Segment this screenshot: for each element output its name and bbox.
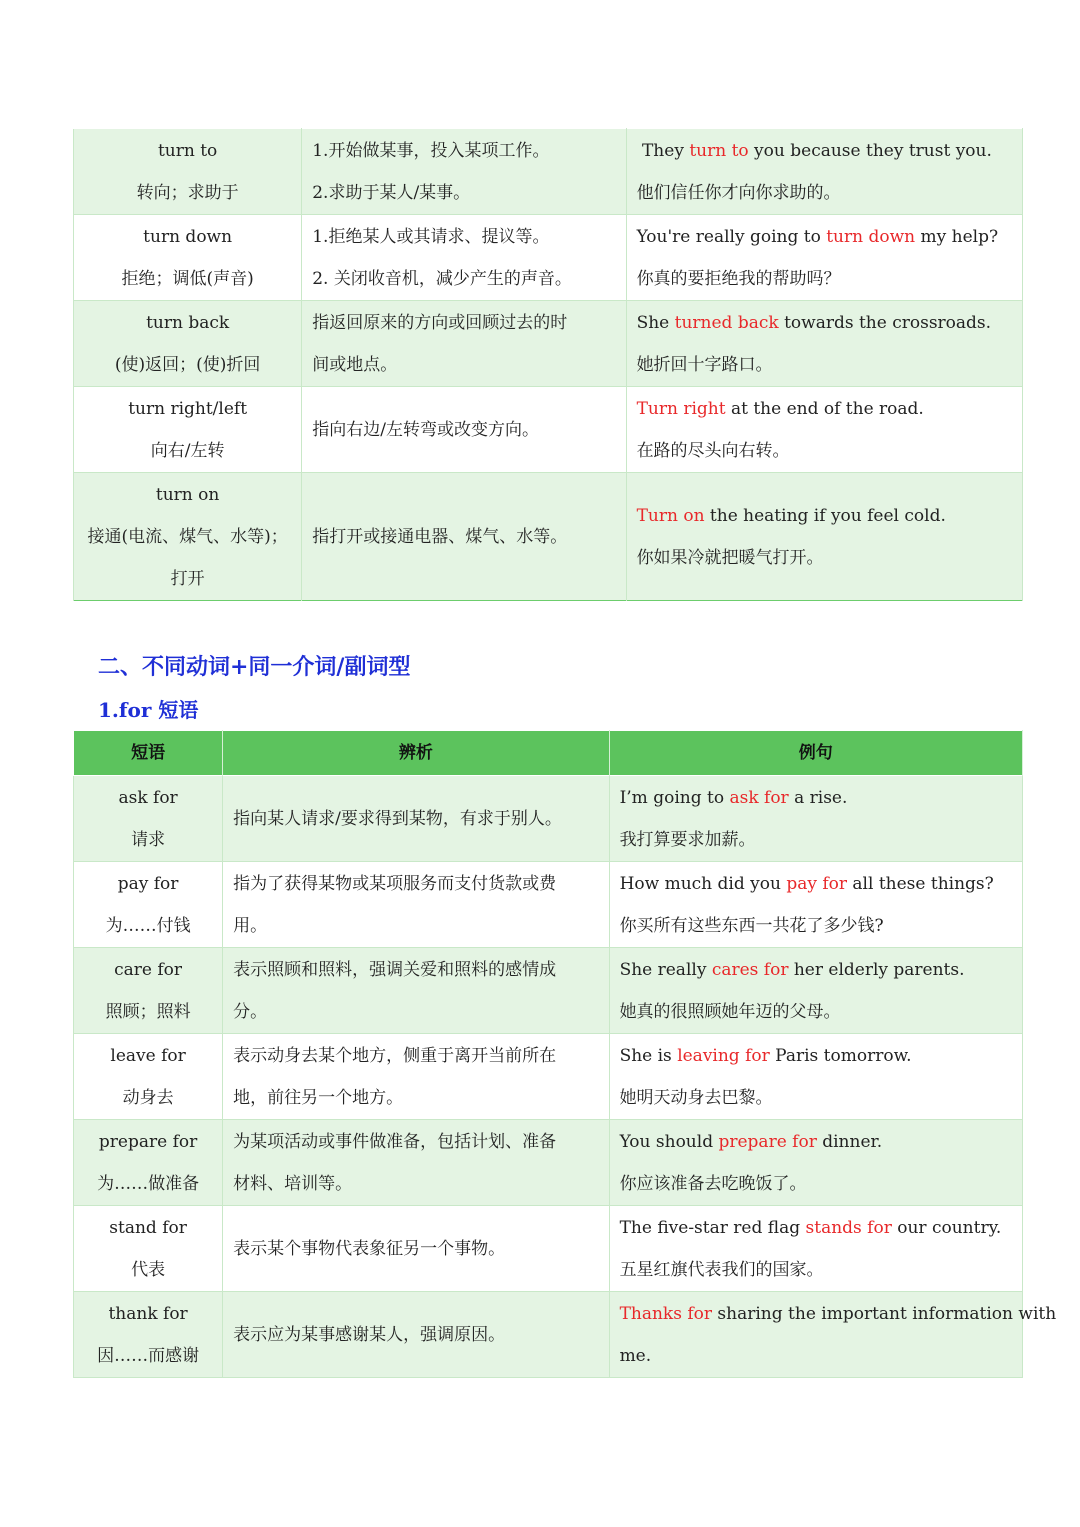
phrase-cell (74, 301, 302, 387)
phrase-cell (74, 862, 223, 948)
example-cn: 你真的要拒绝我的帮助吗？ (636, 268, 841, 289)
table-row (74, 1292, 1023, 1378)
phrase-cell (74, 473, 302, 601)
phrase-meaning: 照顾；照料 (105, 1001, 191, 1022)
phrase-text: turn right/left (128, 398, 248, 419)
example-pre: You should (619, 1131, 719, 1152)
example-post: Paris tomorrow. (769, 1045, 912, 1066)
analysis-cell (223, 776, 609, 862)
analysis-cell (302, 215, 626, 301)
analysis-line: 地，前往另一个地方。 (233, 1087, 404, 1108)
analysis-line: 1.开始做某事，投入某项工作。 (312, 140, 550, 161)
phrase-text: ask for (118, 787, 178, 808)
example-post: towards the crossroads. (778, 312, 992, 333)
table-row (74, 301, 1023, 387)
phrase-text: care for (114, 959, 183, 980)
example-cn: 五星红旗代表我们的国家。 (619, 1259, 824, 1280)
phrase-text: turn on (155, 484, 220, 505)
example-highlight: leaving for (677, 1045, 770, 1066)
header-analysis: 辨析 (223, 731, 609, 776)
phrase-text: turn to (157, 140, 218, 161)
example-post: her elderly parents. (788, 959, 965, 980)
analysis-line: 表示应为某事感谢某人，强调原因。 (233, 1324, 506, 1345)
example-pre: You're really going to (636, 226, 827, 247)
example-en (637, 388, 1012, 430)
example-cn: me. (619, 1345, 652, 1366)
analysis-cell (223, 948, 609, 1034)
example-cn: 你应该准备去吃晚饭了。 (619, 1173, 807, 1194)
example-pre: She is (619, 1045, 678, 1066)
example-pre: I’m going to (619, 787, 730, 808)
example-en (620, 777, 1012, 819)
table-row (74, 387, 1023, 473)
example-cn: 你买所有这些东西一共花了多少钱? (619, 915, 884, 936)
analysis-line: 指返回原来的方向或回顾过去的时 (312, 312, 568, 333)
analysis-cell (223, 1034, 609, 1120)
table-row (74, 862, 1023, 948)
phrase-meaning: 代表 (131, 1259, 166, 1280)
example-pre: The five-star red flag (619, 1217, 806, 1238)
example-en (620, 863, 1012, 905)
analysis-line: 指向某人请求/要求得到某物，有求于别人。 (233, 808, 562, 829)
phrase-meaning: 拒绝；调低(声音) (121, 268, 254, 289)
header-phrase: 短语 (74, 731, 223, 776)
phrase-cell (74, 387, 302, 473)
example-highlight: Turn on (636, 505, 705, 526)
example-cell (609, 862, 1022, 948)
phrase-meaning: 为……付钱 (105, 915, 191, 936)
phrase-text: leave for (110, 1045, 186, 1066)
example-en (619, 1293, 1057, 1335)
turn-phrases-table (73, 128, 1023, 601)
phrase-meaning: 向右/左转 (150, 440, 225, 461)
table-row (74, 948, 1023, 1034)
analysis-line: 表示照顾和照料，强调关爱和照料的感情成 (233, 959, 557, 980)
phrase-text: pay for (117, 873, 179, 894)
analysis-line: 为某项活动或事件做准备，包括计划、准备 (233, 1131, 557, 1152)
for-phrases-table (73, 730, 1057, 1378)
example-highlight: Turn right (636, 398, 726, 419)
table-row (74, 129, 1023, 215)
analysis-cell (223, 862, 609, 948)
example-highlight: pay for (786, 873, 848, 894)
phrase-meaning: 转向；求助于 (136, 182, 239, 203)
analysis-cell (302, 129, 626, 215)
analysis-line: 2. 关闭收音机，减少产生的声音。 (312, 268, 572, 289)
example-post: all these things? (847, 873, 994, 894)
example-cell (609, 1034, 1022, 1120)
phrase-text: turn down (143, 226, 233, 247)
example-cell (609, 776, 1022, 862)
analysis-line: 表示某个事物代表象征另一个事物。 (233, 1238, 506, 1259)
example-pre: She (636, 312, 675, 333)
table-row (74, 1120, 1023, 1206)
example-en (620, 1207, 1012, 1249)
analysis-line: 分。 (233, 1001, 268, 1022)
analysis-cell (302, 473, 626, 601)
example-post: at the end of the road. (725, 398, 924, 419)
analysis-line: 指为了获得某物或某项服务而支付货款或费 (233, 873, 557, 894)
example-post: our country. (891, 1217, 1002, 1238)
table-row (74, 776, 1023, 862)
table-row (74, 473, 1023, 601)
phrase-meaning: 接通(电流、煤气、水等)； (87, 526, 288, 547)
analysis-cell (223, 1292, 609, 1378)
example-post: my help? (915, 226, 999, 247)
example-cn: 他们信任你才向你求助的。 (636, 182, 841, 203)
analysis-line: 1.拒绝某人或其请求、提议等。 (312, 226, 550, 247)
example-en (637, 216, 1012, 258)
table-row (74, 1034, 1023, 1120)
example-cell (626, 473, 1022, 601)
phrase-cell (74, 215, 302, 301)
example-post: a rise. (788, 787, 848, 808)
phrase-cell (74, 1206, 223, 1292)
example-cell (609, 1292, 1057, 1378)
phrase-cell (74, 1120, 223, 1206)
example-en (620, 949, 1012, 991)
example-cell (609, 948, 1022, 1034)
example-pre: How much did you (619, 873, 787, 894)
phrase-meaning: 为……做准备 (97, 1173, 200, 1194)
section-title: 二、不同动词+同一介词/副词型 (98, 654, 411, 680)
example-en (620, 1121, 1012, 1163)
phrase-cell (74, 129, 302, 215)
example-cell (609, 1120, 1022, 1206)
example-cell (626, 215, 1022, 301)
phrase-cell (74, 776, 223, 862)
phrase-cell (74, 948, 223, 1034)
example-en (637, 495, 1012, 537)
phrase-cell (74, 1292, 223, 1378)
phrase-text: prepare for (98, 1131, 198, 1152)
analysis-line: 2.求助于某人/某事。 (312, 182, 471, 203)
example-highlight: turned back (674, 312, 779, 333)
example-cell (626, 129, 1022, 215)
example-cn: 你如果冷就把暖气打开。 (636, 547, 824, 568)
phrase-meaning: (使)返回；(使)折回 (114, 354, 261, 375)
example-cell (626, 301, 1022, 387)
analysis-cell (223, 1120, 609, 1206)
analysis-cell (223, 1206, 609, 1292)
analysis-line: 用。 (233, 915, 268, 936)
phrase-meaning-cont: 打开 (170, 568, 205, 589)
example-post: sharing the important information with (712, 1303, 1057, 1324)
example-highlight: turn to (689, 140, 749, 161)
phrase-meaning: 请求 (131, 829, 166, 850)
example-cell (626, 387, 1022, 473)
analysis-cell (302, 387, 626, 473)
table-header-row (74, 731, 1023, 776)
subsection-title: 1.for 短语 (98, 698, 199, 722)
phrase-text: thank for (108, 1303, 188, 1324)
example-cn: 在路的尽头向右转。 (636, 440, 790, 461)
phrase-meaning: 动身去 (122, 1087, 174, 1108)
example-highlight: prepare for (718, 1131, 817, 1152)
example-cn: 我打算要求加薪。 (619, 829, 756, 850)
example-post: you because they trust you. (748, 140, 992, 161)
example-highlight: turn down (826, 226, 916, 247)
phrase-meaning: 因……而感谢 (97, 1345, 200, 1366)
example-post: the heating if you feel cold. (704, 505, 946, 526)
phrase-cell (74, 1034, 223, 1120)
example-en (637, 302, 1012, 344)
example-post: dinner. (816, 1131, 883, 1152)
example-highlight: Thanks for (619, 1303, 713, 1324)
header-example: 例句 (609, 731, 1022, 776)
analysis-line: 指打开或接通电器、煤气、水等。 (312, 526, 568, 547)
table-row (74, 1206, 1023, 1292)
analysis-line: 表示动身去某个地方，侧重于离开当前所在 (233, 1045, 557, 1066)
analysis-line: 间或地点。 (312, 354, 398, 375)
phrase-text: turn back (146, 312, 230, 333)
example-en (637, 130, 1012, 172)
example-cell (609, 1206, 1022, 1292)
example-pre: She really (619, 959, 712, 980)
analysis-cell (302, 301, 626, 387)
example-pre: They (636, 140, 690, 161)
analysis-line: 材料、培训等。 (233, 1173, 353, 1194)
example-highlight: ask for (729, 787, 789, 808)
example-highlight: cares for (711, 959, 789, 980)
table-row (74, 215, 1023, 301)
example-cn: 她明天动身去巴黎。 (619, 1087, 773, 1108)
analysis-line: 指向右边/左转弯或改变方向。 (312, 419, 539, 440)
example-cn: 她真的很照顾她年迈的父母。 (619, 1001, 841, 1022)
example-cn: 她折回十字路口。 (636, 354, 773, 375)
example-en (620, 1035, 1012, 1077)
phrase-text: stand for (109, 1217, 187, 1238)
example-highlight: stands for (805, 1217, 892, 1238)
